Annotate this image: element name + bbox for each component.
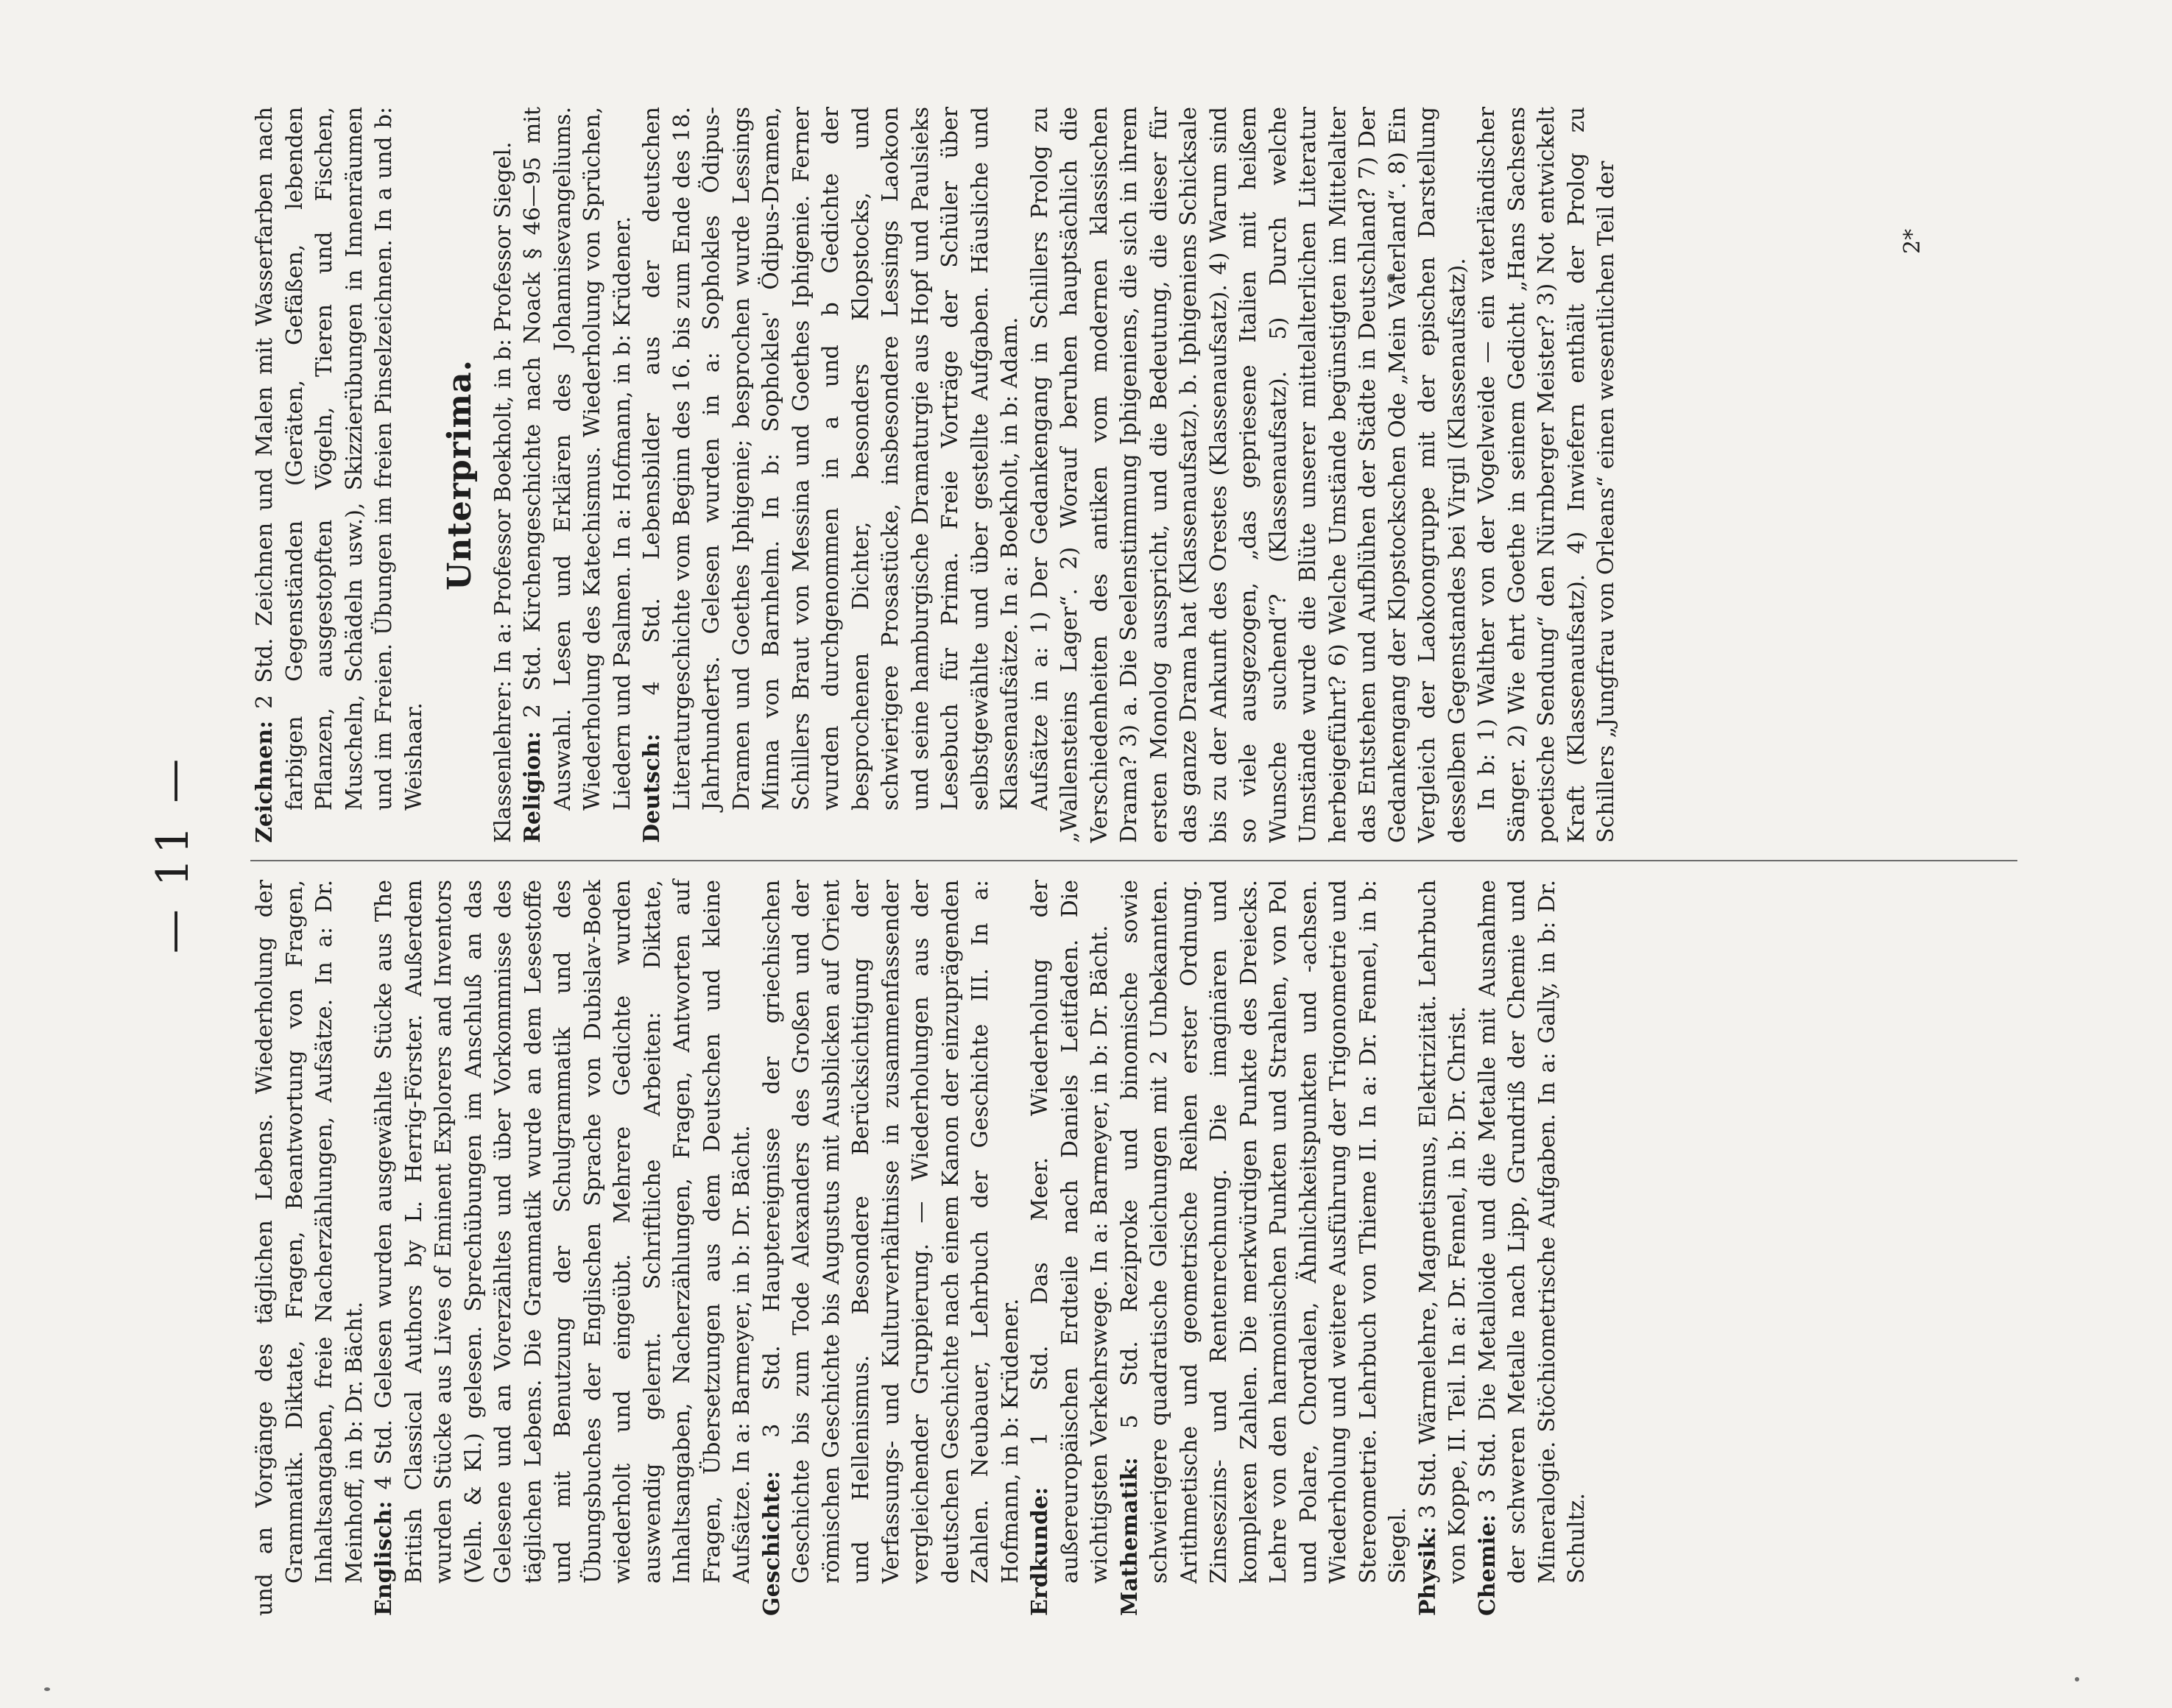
section-heading: Unterprima.	[441, 359, 479, 590]
subject-zeichnen: Zeichnen: 2 Std. Zeichnen und Malen mit Wasserfarben nach farbigen Gegenständen (Geräten, Gefäßen, lebenden Pflanzen, ausgestopften Vögeln, Tieren und Fischen, Muscheln, Schädeln usw.), Skizzierübungen in Innenräumen und im Freien. Übungen im freien Pinselzeichnen. In a und b: Weishaar.	[252, 107, 427, 843]
rotated-page	[140, 92, 2025, 1616]
page-number: — 11 —	[147, 754, 199, 954]
klassenlehrer-line: Klassenlehrer: In a: Professor Boekholt, in b: Professor Siegel.	[490, 141, 516, 843]
left-column	[250, 880, 1593, 1616]
subject-chemie: Chemie: 3 Std. Die Metalloide und die Metalle mit Ausnahme der schweren Metalle nach Lipp, Grundriß der Chemie und Mineralogie. Stöchiometrische Aufgaben. In a: Gally, in b: Dr. Schultz.	[1474, 880, 1590, 1616]
subject-mathematik: Mathematik: 5 Std. Reziproke und binomische sowie schwierigere quadratische Gleichungen mit 2 Unbekannten. Arithmetische und geometrische Reihen erster Ordnung. Zinseszins- und Rentenrechnung. Die imaginären und komplexen Zahlen. Die merkwürdigen Punkte des Dreiecks. Lehre von den harmonischen Punkten und Strahlen, von Pol und Polare, Chordalen, Ähnlichkeitspunkten und -achsen. Wiederholung und weitere Ausführung der Trigonometrie und Stereometrie. Lehrbuch von Thieme II. In a: Dr. Fennel, in b: Siegel.	[1116, 880, 1411, 1616]
aufsaetze-b: In b: 1) Walther von der Vogelweide — ein vaterländischer Sänger. 2) Wie ehrt Goethe in seinem Gedicht „Hans Sachsens poetische Sendung“ den Nürnberger Meister? 3) Not entwickelt Kraft (Klassenaufsatz). 4) Inwiefern enthält der Prolog zu Schillers „Jungfrau von Orleans“ einen wesentlichen Teil der	[1474, 107, 1619, 843]
subject-deutsch: Deutsch: 4 Std. Lebensbilder aus der deutschen Literaturgeschichte vom Beginn des 16. bis zum Ende des 18. Jahrhunderts. Gelesen wurden in a: Sophokles Ödipus-Dramen und Goethes Iphigenie; besprochen wurde Lessings Minna von Barnhelm. In b: Sophokles' Ödipus-Dramen, Schillers Braut von Messina und Goethes Iphigenie. Ferner wurden durchgenommen in a und b Gedichte der besprochenen Dichter, besonders Klopstocks, und schwierigere Prosastücke, insbesondere Lessings Laokoon und seine hamburgische Dramaturgie aus Hopf und Paulsieks Lesebuch für Prima. Freie Vorträge der Schüler über selbstgewählte und über gestellte Aufgaben. Häusliche und Klassenaufsätze. In a: Boekholt, in b: Adam.	[639, 107, 1023, 843]
subject-geschichte: Geschichte: 3 Std. Hauptereignisse der griechischen Geschichte bis zum Tode Alexanders des Großen und der römischen Geschichte bis Augustus mit Ausblicken auf Orient und Hellenismus. Besondere Berücksichtigung der Verfassungs- und Kulturverhältnisse in zusammenfassender vergleichender Gruppierung. — Wiederholungen aus der deutschen Geschichte nach einem Kanon der einzuprägenden Zahlen. Neubauer, Lehrbuch der Geschichte III. In a: Hofmann, in b: Krüdener.	[758, 880, 1023, 1616]
subject-physik: Physik: 3 Std. Wärmelehre, Magnetismus, Elektrizität. Lehrbuch von Koppe, II. Teil. In a: Dr. Fennel, in b: Dr. Christ.	[1414, 880, 1470, 1616]
subject-religion: Religion: 2 Std. Kirchengeschichte nach Noack § 46—95 mit Auswahl. Lesen und Erklären des Johannisevangeliums. Wiederholung des Katechismus. Wiederholung von Sprüchen, Liedern und Psalmen. In a: Hofmann, in b: Krüdener.	[520, 107, 635, 843]
signature-mark: 2*	[1900, 228, 1925, 254]
aufsaetze-a: Aufsätze in a: 1) Der Gedankengang in Schillers Prolog zu „Wallensteins Lager“. 2) Worauf beruhen hauptsächlich die Verschiedenheiten des antiken vom modernen klassischen Drama? 3) a. Die Seelenstimmung Iphigeniens, die sich in ihrem ersten Monolog ausspricht, und die Bedeutung, die dieser für das ganze Drama hat (Klassenaufsatz). b. Iphigeniens Schicksale bis zu der Ankunft des Orestes (Klassenaufsatz). 4) Warum sind so viele ausgezogen, „das gepriesene Italien mit heißem Wunsche suchend“? (Klassenaufsatz). 5) Durch welche Umstände wurde die Blüte unserer mittelalterlichen Literatur herbeigeführt? 6) Welche Umstände begünstigten im Mittelalter das Entstehen und Aufblühen der Städte in Deutschland? 7) Der Gedankengang der Klopstockschen Ode „Mein Vaterland“. 8) Ein Vergleich der Laokoongruppe mit der epischen Darstellung desselben Gegenstandes bei Virgil (Klassenaufsatz).	[1026, 107, 1470, 843]
paragraph-continued: und an Vorgänge des täglichen Lebens. Wiederholung der Grammatik. Diktate, Fragen, Beantwortung von Fragen, Inhaltsangaben, freie Nacherzählungen, Aufsätze. In a: Dr. Meinhoff, in b: Dr. Bächt.	[252, 880, 367, 1616]
subject-englisch: Englisch: 4 Std. Gelesen wurden ausgewählte Stücke aus The British Classical Authors by L. Herrig-Förster. Außerdem wurden Stücke aus Lives of Eminent Explorers and Inventors (Velh. & Kl.) gelesen. Sprechübungen im Anschluß an das Gelesene und an Vorerzähltes und über Vorkommnisse des täglichen Lebens. Die Grammatik wurde an dem Lesestoffe und mit Benutzung der Schulgrammatik und des Übungsbuches der Englischen Sprache von Dubislav-Boek wiederholt und eingeübt. Mehrere Gedichte wurden auswendig gelernt. Schriftliche Arbeiten: Diktate, Inhaltsangaben, Nacherzählungen, Fragen, Antworten auf Fragen, Übersetzungen aus dem Deutschen und kleine Aufsätze. In a: Barmeyer, in b: Dr. Bächt.	[371, 880, 755, 1616]
scan-speck	[2075, 1677, 2079, 1681]
scan-speck	[44, 1687, 50, 1691]
subject-erdkunde: Erdkunde: 1 Std. Das Meer. Wiederholung der außereuropäischen Erdteile nach Daniels Leitfaden. Die wichtigsten Verkehrswege. In a: Barmeyer, in b: Dr. Bächt.	[1027, 880, 1113, 1616]
right-column	[250, 107, 1622, 843]
column-divider	[250, 860, 2017, 861]
